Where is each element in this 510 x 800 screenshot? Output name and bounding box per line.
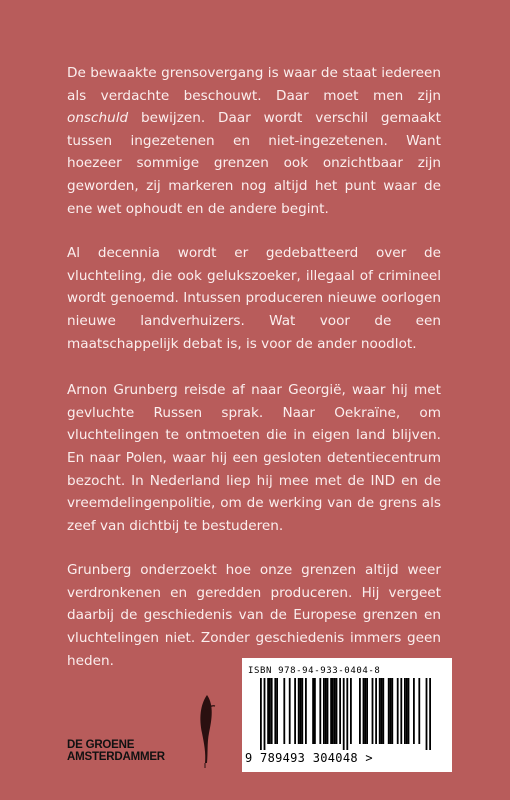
barcode-bar <box>390 678 392 744</box>
paragraph-1-text: De bewaakte grensovergang is waar de staat iedereen als verdachte beschouwt. Daar moet men zijn <box>67 65 441 104</box>
barcode-bar <box>274 678 276 744</box>
barcode-bar <box>332 678 334 744</box>
barcode-bar <box>418 678 420 744</box>
barcode-bar <box>339 678 341 744</box>
barcode-bar <box>323 678 325 744</box>
barcode-bar <box>276 678 278 744</box>
barcode-bar <box>312 678 314 744</box>
barcode-bar <box>294 678 296 744</box>
paragraph-1-text-end: bewijzen. Daar wordt verschil gemaakt tussen ingezetenen en niet-ingezetenen. Want hoezeer sommige grenzen ook onzichtbaar zijn geworden, zij markeren nog altijd het punt waar de ene wet ophoudt en de andere begint. <box>67 110 441 217</box>
paragraph-1-emphasis: onschuld <box>67 110 129 127</box>
barcode-bar <box>264 678 266 750</box>
barcode-bar <box>381 678 383 744</box>
barcode-bar <box>379 678 381 744</box>
barcode-bar <box>406 678 408 744</box>
barcode-bar <box>397 678 399 744</box>
publisher-logo-line-2: AMSTERDAMMER <box>67 751 165 763</box>
barcode-bar <box>260 678 262 750</box>
barcode-bar <box>271 678 273 744</box>
barcode-bar <box>330 678 332 744</box>
barcode-bar <box>363 678 365 744</box>
blurb-paragraph-1 <box>67 62 441 220</box>
barcode-bar <box>350 678 352 744</box>
barcode-bars <box>250 678 444 754</box>
barcode-bar <box>382 678 384 744</box>
barcode-bar <box>391 678 393 744</box>
barcode-bar <box>429 678 431 750</box>
blurb-paragraph-3: Arnon Grunberg reisde af naar Georgië, waar hij met gevluchte Russen sprak. Naar Oekraïne, om vluchtelingen te ontmoeten die in eigen land blijven. En naar Polen, waar hij een gesloten detentiecentrum bezocht. In Nederland liep hij mee met de IND en de vreemdelingenpolitie, om de werking van de grens als zeef van dichtbij te bestuderen. <box>67 382 441 534</box>
feather-quill-icon <box>194 687 220 769</box>
isbn-label: ISBN 978-94-933-0404-8 <box>248 666 381 676</box>
barcode-bar <box>375 678 377 744</box>
barcode-bar <box>300 678 302 744</box>
barcode-bar <box>372 678 374 744</box>
barcode-bar <box>319 678 321 744</box>
barcode-bar <box>289 678 291 744</box>
barcode-bar <box>426 678 428 750</box>
barcode-bar <box>283 678 285 744</box>
barcode-bar <box>364 678 366 744</box>
barcode-bar <box>301 678 303 744</box>
barcode-bar <box>413 678 415 744</box>
barcode-bar <box>314 678 316 744</box>
back-cover-blurb <box>67 62 441 694</box>
barcode-bar <box>343 678 345 750</box>
publisher-logo <box>67 739 165 763</box>
isbn-barcode <box>242 658 452 772</box>
barcode-bar <box>334 678 336 744</box>
publisher-logo-line-1: DE GROENE <box>67 739 135 751</box>
barcode-bar <box>388 678 390 744</box>
barcode-bar <box>267 678 269 744</box>
barcode-bar <box>327 678 329 744</box>
barcode-bar <box>346 678 348 750</box>
barcode-bar <box>404 678 406 744</box>
barcode-bar <box>298 678 300 744</box>
blurb-paragraph-2: Al decennia wordt er gedebatteerd over de vluchteling, die ook gelukszoeker, illegaal of crimineel wordt genoemd. Intussen produceren nieuwe oorlogen nieuwe landverhuizers. Wat voor de een maatschappelijk debat is, is voor de ander noodlot. <box>67 245 441 352</box>
barcode-bar <box>408 678 410 744</box>
barcode-bar <box>359 678 361 744</box>
barcode-digits: 9 789493 304048 > <box>245 751 373 765</box>
barcode-bar <box>325 678 327 744</box>
barcode-bar <box>305 678 307 744</box>
barcode-bar <box>269 678 271 744</box>
barcode-bar <box>336 678 338 744</box>
blurb-paragraph-4: Grunberg onderzoekt hoe onze grenzen altijd weer verdronkenen en geredden produceren. Hij vergeet daarbij de geschiedenis van de Europese grenzen en vluchtelingen niet. Zonder geschiedenis immers geen heden. <box>67 562 441 669</box>
barcode-bar <box>366 678 368 744</box>
barcode-bar <box>400 678 402 744</box>
